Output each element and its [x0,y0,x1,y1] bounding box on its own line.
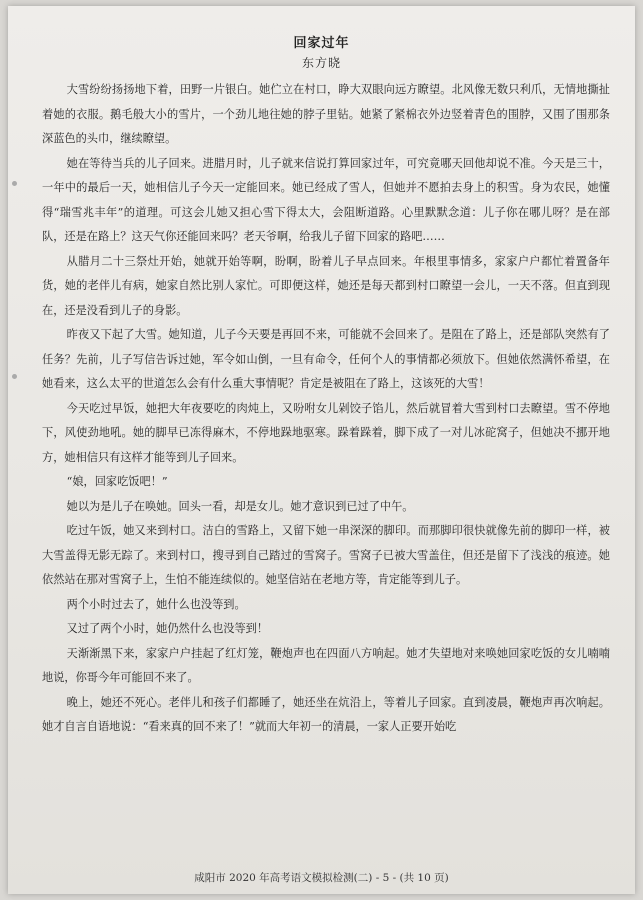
paragraph: 大雪纷纷扬扬地下着，田野一片银白。她伫立在村口，睁大双眼向远方瞭望。北风像无数只利爪，无情地撕扯着她的衣服。鹅毛般大小的雪片，一个劲儿地往她的脖子里钻。她紧了紧棉衣外边竖着青色的围脖，又围了围那条深蓝色的头巾，继续瞭望。 [42,83,610,145]
binding-hole [12,374,17,379]
page-footer: 咸阳市 2020 年高考语文模拟检测(二) - 5 - (共 10 页) [194,872,449,884]
paragraph: 她在等待当兵的儿子回来。进腊月时，儿子就来信说打算回家过年，可究竟哪天回他却说不准。今天是三十，一年中的最后一天，她相信儿子今天一定能回来。她已经成了雪人，但她并不愿拍去身上的积雪。身为农民，她懂得“瑞雪兆丰年”的道理。可这会儿她又担心雪下得太大，会阻断道路。心里默默念道：儿子你在哪儿呀？是在部队，还是在路上？这天气你还能回来吗？老天爷啊，给我儿子留下回家的路吧…… [42,156,610,243]
paragraph: 晚上，她还不死心。老伴儿和孩子们都睡了，她还坐在炕沿上，等着儿子回家。直到凌晨，鞭炮声再次响起。她才自言自语地说：“看来真的回不来了！”就而大年初一的清晨，一家人正要开始吃 [42,695,610,733]
paragraph: 她以为是儿子在唤她。回头一看，却是女儿。她才意识到已过了中午。 [66,499,414,513]
paragraph: 两个小时过去了，她什么也没等到。 [66,597,246,611]
article-title: 回家过年 [293,36,350,51]
exam-page [8,6,635,894]
paragraph: “娘，回家吃饭吧！” [66,475,168,488]
paragraph: 昨夜又下起了大雪。她知道，儿子今天要是再回不来，可能就不会回来了。是阻在了路上，还是部队突然有了任务？先前，儿子写信告诉过她，军令如山倒，一旦有命令，任何个人的事情都必须放下。但她依然满怀希望，在她看来，这么太平的世道怎么会有什么重大事情呢？肯定是被阻在了路上，这该死的大雪！ [42,328,610,390]
paragraph: 吃过午饭，她又来到村口。洁白的雪路上，又留下她一串深深的脚印。而那脚印很快就像先前的脚印一样，被大雪盖得无影无踪了。来到村口，搜寻到自己踏过的雪窝子。雪窝子已被大雪盖住，但还是留下了浅浅的痕迹。她依然站在那对雪窝子上，生怕不能连续似的。她坚信站在老地方等，肯定能等到儿子。 [42,524,610,586]
paragraph: 今天吃过早饭，她把大年夜要吃的肉炖上，又吩咐女儿剁饺子馅儿，然后就冒着大雪到村口去瞭望。雪不停地下，风使劲地吼。她的脚早已冻得麻木，不停地跺地驱寒。跺着跺着，脚下成了一对儿冰砣窝子，但她决不挪开地方，她相信只有这样才能等到儿子回来。 [42,401,610,464]
article-author: 东方晓 [301,56,341,70]
article-body [42,78,610,740]
binding-hole [12,181,17,186]
paragraph: 从腊月二十三祭灶开始，她就开始等啊，盼啊，盼着儿子早点回来。年根里事情多，家家户户都忙着置备年货，她的老伴儿有病，她家自然比别人家忙。可即便这样，她还是每天都到村口瞭望一会儿，一天不落。但直到现在，还是没看到儿子的身影。 [42,254,610,317]
paragraph: 天渐渐黑下来，家家户户挂起了红灯笼，鞭炮声也在四面八方响起。她才失望地对来唤她回家吃饭的女儿喃喃地说，你哥今年可能回不来了。 [42,646,610,684]
paragraph: 又过了两个小时，她仍然什么也没等到！ [66,622,269,635]
